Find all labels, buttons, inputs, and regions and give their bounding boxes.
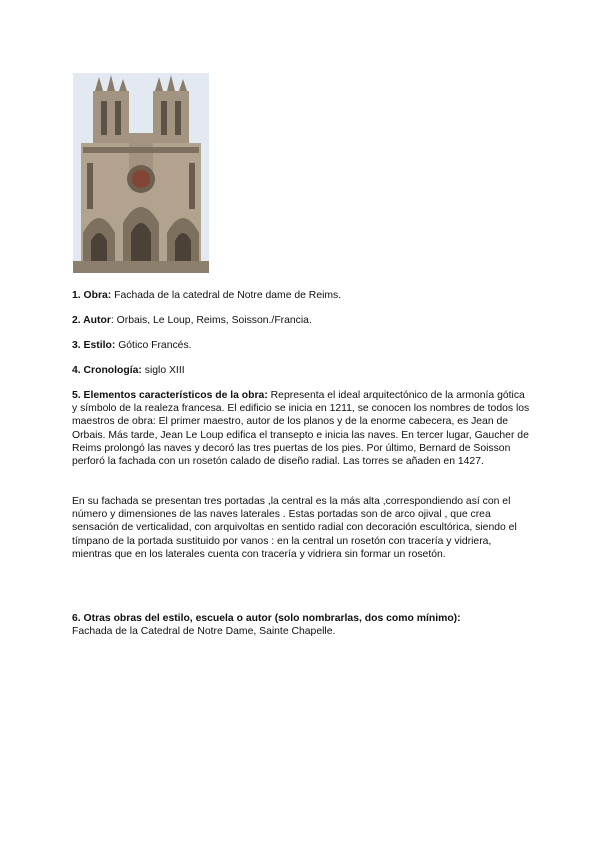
cathedral-photo [73,73,209,273]
estilo-text: Gótico Francés. [115,340,192,351]
otras-text: Fachada de la Catedral de Notre Dame, Sainte Chapelle. [72,626,336,638]
fachada-paragraph: En su fachada se presentan tres portadas ,la central es la más alta ,correspondiendo así con el número y dimensiones de las naves laterales . Estas portadas son de arco ojival , que crea sensación de verticalidad, con arquivoltas en sentido radial con decoración escultórica, siendo el tímpano de la portada sustituido por vanos : en la central un rosetón con tracería y vidriera, mientras que en los laterales cuenta con tracería y vidriera sin formar un rosetón. [72,496,517,560]
section-elementos [72,389,530,468]
otras-label: 6. Otras obras del estilo, escuela o autor (solo nombrarlas, dos como mínimo): [72,613,461,624]
elementos-label: 5. Elementos característicos de la obra: [72,390,268,401]
obra-label: 1. Obra: [72,290,112,301]
autor-text: : Orbais, Le Loup, Reims, Soisson./Francia. [110,315,312,326]
cronologia-label: 4. Cronología: [72,365,142,376]
estilo-label: 3. Estilo: [72,340,116,351]
elementos-text: Representa el ideal arquitectónico de la armonía gótica y símbolo de la realeza francesa. El edificio se inicia en 1211, se conocen los nombres de todos los maestros de obra: El primer maestro, autor de los planos y de la enorme cabecera, es Jean de Orbais. Más tarde, Jean Le Loup edifica el transepto e inicia las naves. En tercer lugar, Gaucher de Reims prolongó las naves y decoró las tres puertas de los pies. Por último, Bernard de Soisson perforó la fachada con un rosetón calado de diseño radial. Las torres se añaden en 1427. [72,390,530,468]
obra-text: Fachada de la catedral de Notre dame de Reims. [111,290,342,301]
section-otras [72,612,530,638]
section-cronologia [72,364,530,377]
autor-label: 2. Autor [72,315,111,326]
section-autor [72,314,530,327]
section-estilo [72,339,530,352]
section-fachada [72,495,530,561]
cronologia-text: siglo XIII [141,365,185,376]
section-obra [72,289,530,302]
